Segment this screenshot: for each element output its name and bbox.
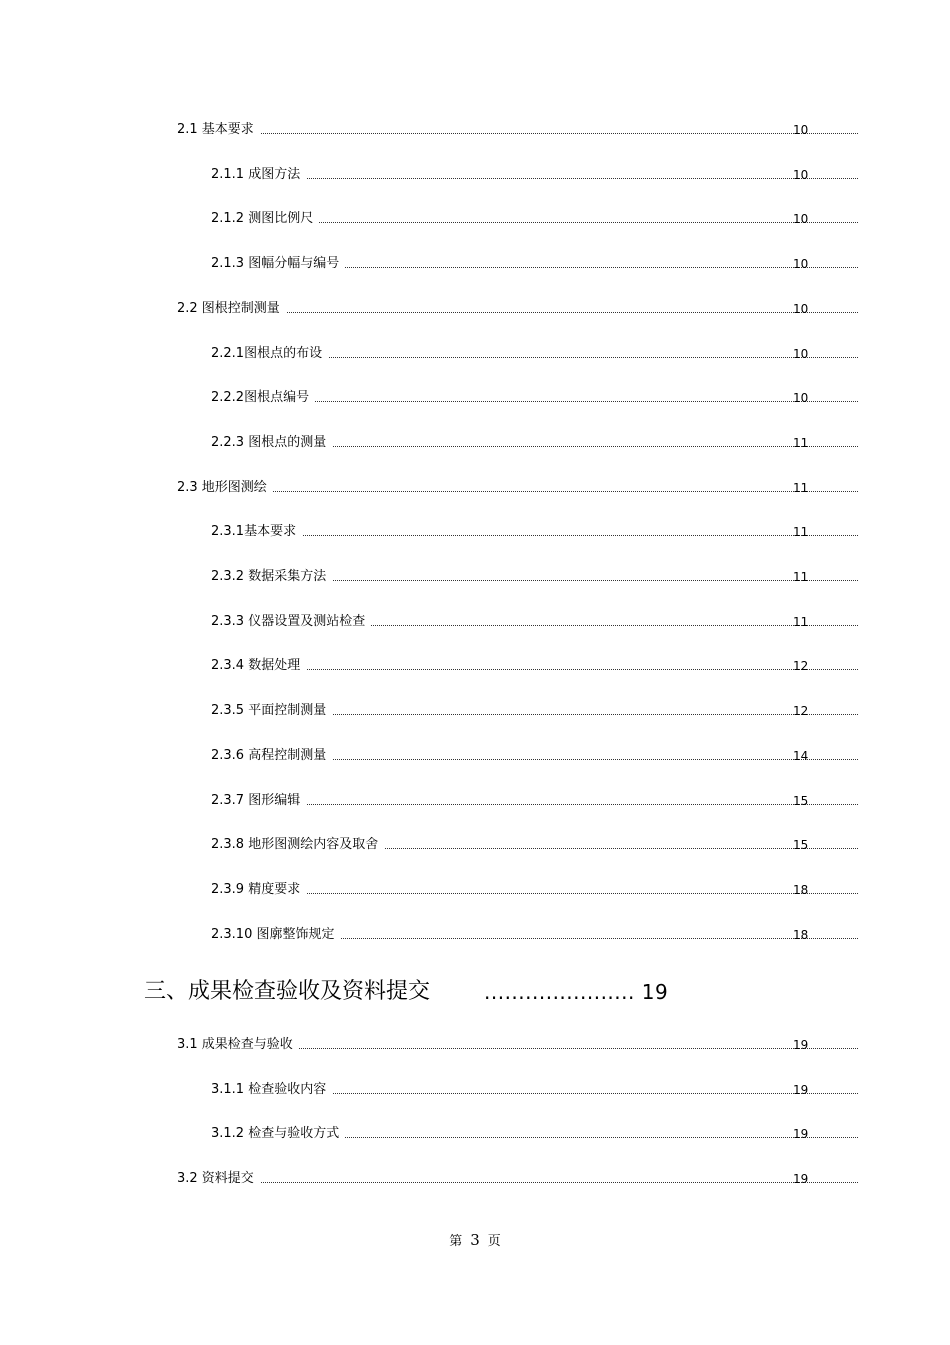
toc-entry-label: 2.3.3 仪器设置及测站检查 [211,611,371,633]
toc-entry-label: 2.3.4 数据处理 [211,655,306,677]
footer-prefix: 第 [449,1234,463,1249]
toc-leader-dots [251,804,858,805]
toc-entry-page: 18 [793,882,809,897]
toc-entry-page: 15 [793,793,809,808]
toc-entry-label: 3.1.1 检查验收内容 [211,1079,332,1101]
toc-entry [211,432,858,454]
toc-leader-dots [251,357,858,358]
toc-entry-page: 11 [793,614,809,629]
toc-entry-page: 14 [793,748,809,763]
toc-entry-page: 11 [793,480,809,495]
toc-entry-page: 12 [793,659,809,674]
toc-entry-page: 11 [793,435,809,450]
toc-entry-label: 2.1 基本要求 [177,119,260,141]
toc-entry [211,566,858,588]
toc-entry [211,1079,858,1101]
toc-leader-dots [251,759,858,760]
toc-leader-dots [251,669,858,670]
toc-entry-label: 2.1.3 图幅分幅与编号 [211,253,345,275]
toc-entry [211,521,858,543]
toc-entry [211,343,858,365]
toc-entry-page: 10 [793,257,809,272]
toc-leader-dots [251,1093,858,1094]
toc-leader-dots [217,1048,858,1049]
toc-entry-page: 11 [793,525,809,540]
toc-leader-dots [251,446,858,447]
toc-leader-dots [217,491,858,492]
toc-leader-dots [251,401,858,402]
toc-leader-dots [251,580,858,581]
toc-entry-page: 10 [793,391,809,406]
toc-entry [177,1034,858,1056]
toc-entry [211,700,858,722]
toc-entry-label: 3.1 成果检查与验收 [177,1034,299,1056]
toc-entry [211,1123,858,1145]
toc-entry-label: 2.2.1图根点的布设 [211,343,328,365]
toc-entry-label: 2.3.9 精度要求 [211,879,306,901]
toc-entry-label: 2.3 地形图测绘 [177,477,273,499]
toc-entry [211,924,858,946]
toc-entry [177,119,858,141]
footer-suffix: 页 [487,1234,501,1249]
toc-entry [177,298,858,320]
toc-entry-label: 2.3.5 平面控制测量 [211,700,332,722]
toc-entry-page: 10 [793,301,809,316]
toc-entry-label: 2.1.1 成图方法 [211,164,306,186]
toc-entry-page: 19 [793,1082,809,1097]
toc-entry-label: 3.1.2 检查与验收方式 [211,1123,345,1145]
toc-entry-page: 18 [793,927,809,942]
toc-entry-label: 2.3.7 图形编辑 [211,790,306,812]
toc-entry [211,164,858,186]
toc-entry [211,253,858,275]
toc-entry-label: 2.1.2 测图比例尺 [211,208,319,230]
toc-entry [177,1168,858,1190]
toc-entry [211,790,858,812]
toc-entry-label: 2.3.2 数据采集方法 [211,566,332,588]
toc-leader-dots [251,535,858,536]
chapter-page-number: 19 [641,980,669,1004]
toc-entry-label: 2.3.6 高程控制测量 [211,745,332,767]
toc-entry-label: 2.2.3 图根点的测量 [211,432,332,454]
toc-entry-label: 3.2 资料提交 [177,1168,260,1190]
toc-leader-dots [217,133,858,134]
toc-entry-page: 10 [793,212,809,227]
toc-entry-label: 2.3.8 地形图测绘内容及取舍 [211,834,384,856]
chapter-leader-dots: ...................... 19 [484,980,669,1004]
toc-entry-label: 2.3.10 图廓整饰规定 [211,924,340,946]
toc-leader-dots [251,222,858,223]
toc-entry [211,611,858,633]
toc-leader-dots [251,178,858,179]
toc-entry-page: 10 [793,167,809,182]
toc-entry-page: 19 [793,1127,809,1142]
toc-entry-page: 15 [793,838,809,853]
toc-entry [211,655,858,677]
toc-leader-dots [251,893,858,894]
chapter-title: 三、成果检查验收及资料提交 [144,979,431,1004]
toc-entry-label: 2.3.1基本要求 [211,521,302,543]
toc-entry [211,208,858,230]
toc-entry-page: 10 [793,123,809,137]
footer-page-number: 3 [470,1231,480,1249]
toc-entry-label: 2.2.2图根点编号 [211,387,315,409]
toc-leader-dots [251,714,858,715]
toc-leader-dots [251,938,858,939]
toc-entry-page: 12 [793,704,809,719]
toc-entry-page: 19 [793,1172,809,1187]
toc-entry-page: 10 [793,346,809,361]
chapter-heading [144,974,669,1010]
toc-entry-page: 19 [793,1038,809,1052]
toc-entry [177,477,858,499]
toc-leader-dots [217,1182,858,1183]
toc-entry [211,834,858,856]
toc-entry [211,387,858,409]
toc-entry-page: 11 [793,570,809,584]
toc-entry [211,745,858,767]
page-footer [0,1230,950,1249]
toc-entry-label: 2.2 图根控制测量 [177,298,286,320]
toc-entry [211,879,858,901]
toc-leader-dots [217,312,858,313]
